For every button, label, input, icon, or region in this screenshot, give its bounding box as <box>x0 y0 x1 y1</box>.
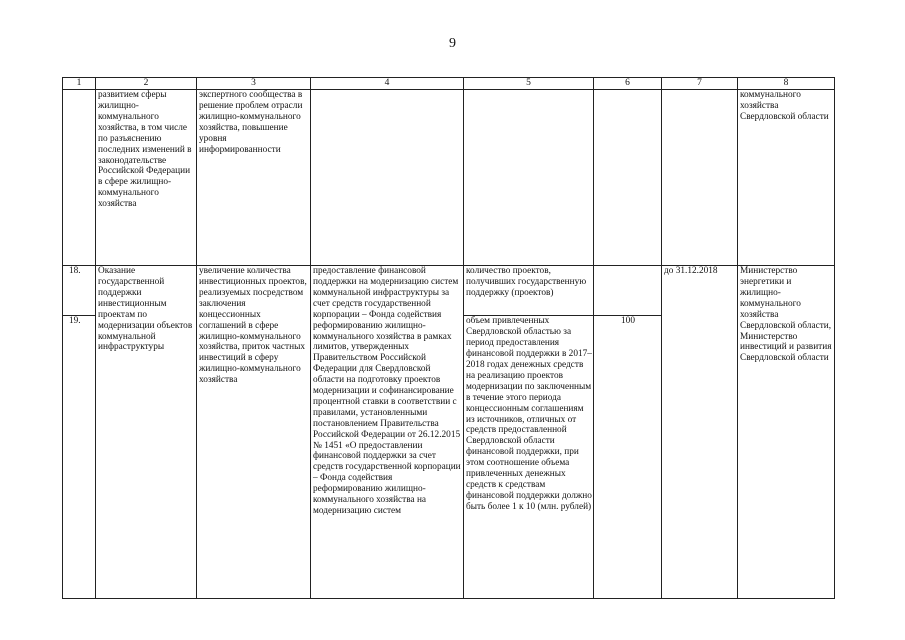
cell-value: 100 <box>594 316 662 599</box>
header-col-8: 8 <box>738 78 835 90</box>
cell-indicator: количество проектов, получивших государственную поддержку (проектов) <box>464 266 594 316</box>
cell-value <box>594 266 662 316</box>
header-col-1: 1 <box>63 78 96 90</box>
header-col-3: 3 <box>197 78 311 90</box>
cell-deadline <box>662 90 738 266</box>
header-col-4: 4 <box>311 78 464 90</box>
measures-table <box>62 77 835 599</box>
cell-goal: экспертного сообщества в решение проблем отрасли жилищно-коммунального хозяйства, повышение уровня информированности <box>197 90 311 266</box>
header-col-7: 7 <box>662 78 738 90</box>
cell-measure: развитием сферы жилищно-коммунального хозяйства, в том числе по разъяснению последних изменений в законодательстве Российской Федерации в сфере жилищно-коммунального хозяйства <box>96 90 197 266</box>
header-col-6: 6 <box>594 78 662 90</box>
cell-executor: Министерство энергетики и жилищно-коммунального хозяйства Свердловской области, Министерство инвестиций и развития Свердловской области <box>738 266 835 599</box>
cell-measure: Оказание государственной поддержки инвестиционным проектам по модернизации объектов коммунальной инфраструктуры <box>96 266 197 599</box>
cell-indicator: объем привлеченных Свердловской областью за период предоставления финансовой поддержки в 2017–2018 годах денежных средств на реализацию проектов модернизации по заключенным в течение этого периода концессионным соглашениям из источников, отличных от средств предоставленной Свердловской области финансовой поддержки, при этом соотношение объема привлеченных денежных средств к средствам финансовой поддержки должно быть более 1 к 10 (млн. рублей) <box>464 316 594 599</box>
header-col-2: 2 <box>96 78 197 90</box>
cell-executor: коммунального хозяйства Свердловской области <box>738 90 835 266</box>
cell-num <box>63 90 96 266</box>
cell-deadline: до 31.12.2018 <box>662 266 738 599</box>
row-number: 18. <box>63 266 96 316</box>
page-number: 9 <box>449 36 456 51</box>
header-col-5: 5 <box>464 78 594 90</box>
table-row-continued <box>63 90 835 266</box>
cell-goal: увеличение количества инвестиционных проектов, реализуемых посредством заключения концессионных соглашений в сфере жилищно-коммунального хозяйства, приток частных инвестиций в сферу жилищно-коммунального хозяйства <box>197 266 311 599</box>
header-row <box>63 78 835 90</box>
cell-indicator <box>464 90 594 266</box>
table-row-18 <box>63 266 835 316</box>
cell-content: предоставление финансовой поддержки на модернизацию систем коммунальной инфраструктуры за счет средств государственной корпорации – Фонда содействия реформированию жилищно-коммунального хозяйства в рамках лимитов, утвержденных Правительством Российской Федерации для Свердловской области на подготовку проектов модернизации и софинансирование процентной ставки в соответствии с правилами, установленными постановлением Правительства Российской Федерации от 26.12.2015 № 1451 «О предоставлении финансовой поддержки за счет средств государственной корпорации – Фонда содействия реформированию жилищно-коммунального хозяйства на модернизацию систем <box>311 266 464 599</box>
cell-value <box>594 90 662 266</box>
cell-content <box>311 90 464 266</box>
row-number: 19. <box>63 316 96 599</box>
